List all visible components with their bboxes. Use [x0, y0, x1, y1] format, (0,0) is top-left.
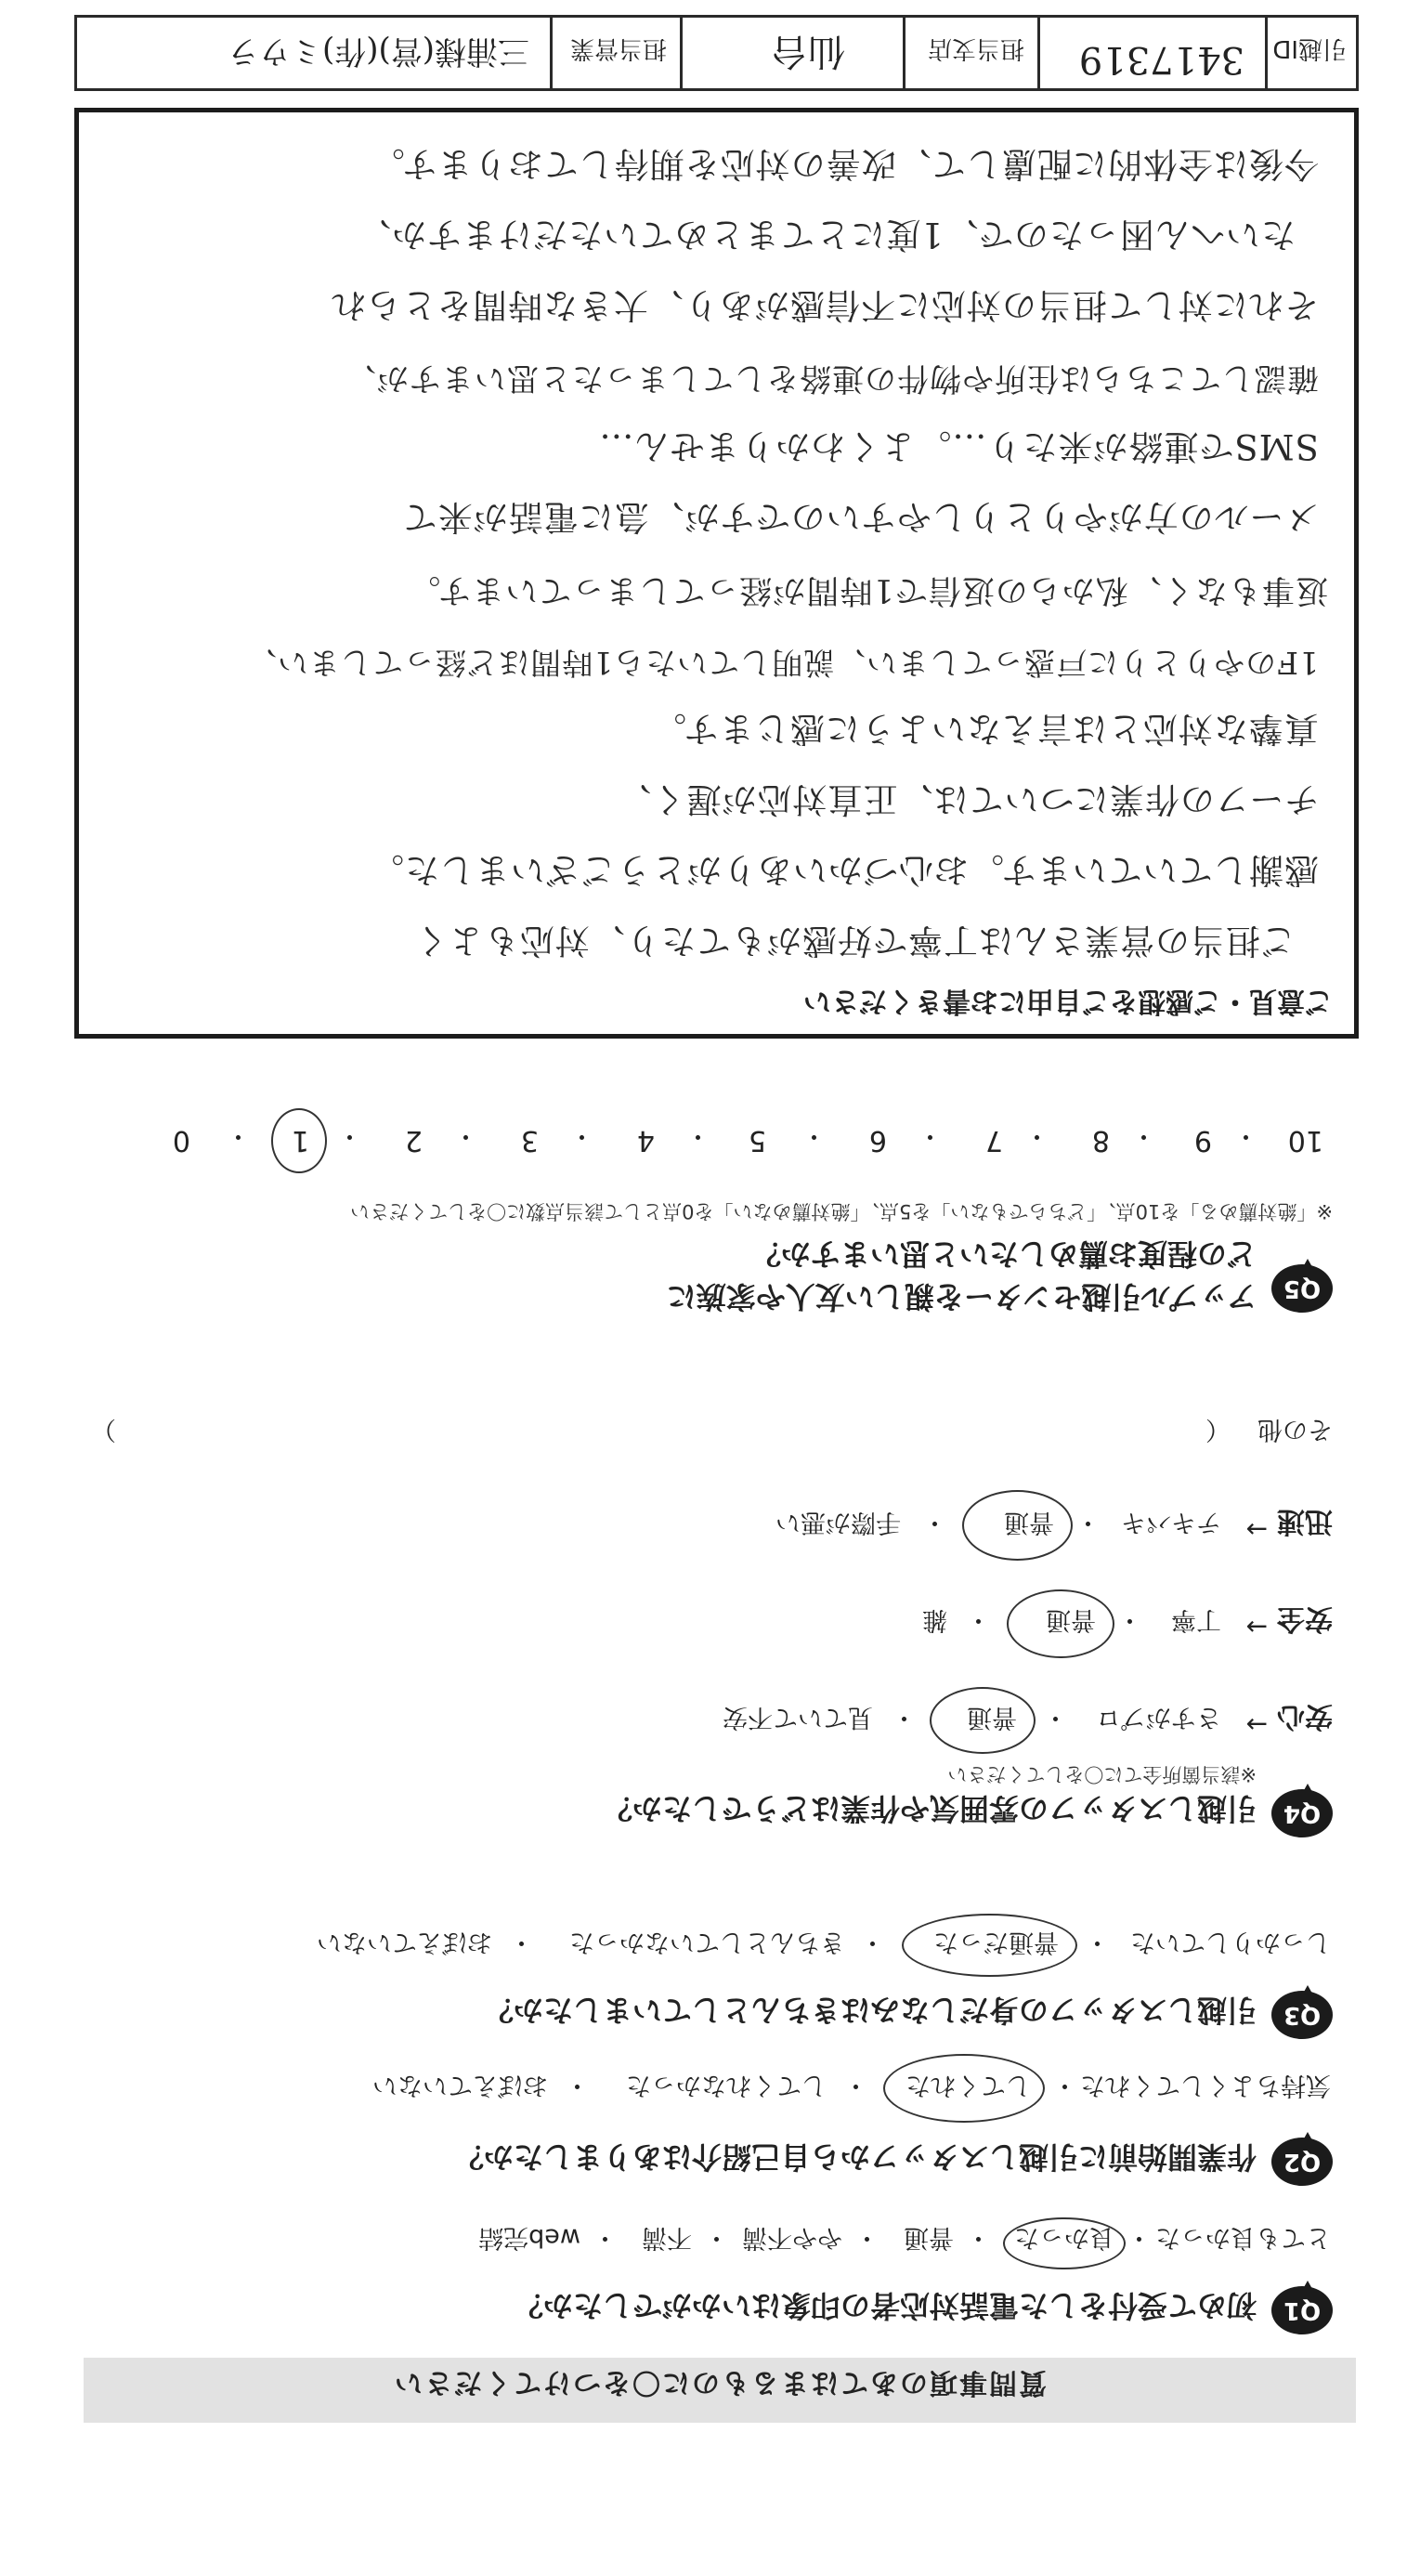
comment-line: 確認してこちらは住所や物件の連絡をしてしまったと思いますが、 — [344, 360, 1319, 397]
q4-other-open: （ — [1205, 1415, 1231, 1444]
q3-badge — [1271, 1991, 1333, 2039]
q4-other-field[interactable] — [130, 1415, 1198, 1443]
q1-option-4[interactable]: やや不満 — [742, 2223, 842, 2252]
comment-line: SMSで連絡が来たり…。よくわかりません… — [598, 426, 1319, 466]
q5-score-6[interactable]: 6 — [868, 1124, 887, 1157]
comment-line: ご担当の営業さんは丁寧で好感がもてたり、対応もよく — [413, 921, 1296, 961]
q5-score-3[interactable]: 3 — [520, 1124, 539, 1157]
q4-row3-option-3[interactable]: 手際が悪い — [775, 1508, 901, 1536]
q4-row1-option-2[interactable]: 普通 — [967, 1703, 1017, 1732]
q1-option-6[interactable]: web完結 — [478, 2223, 580, 2252]
q3-question: 引越しスタッフの身だしなみはきちんとしていましたか？ — [483, 1993, 1257, 2028]
arrow-right-icon: → — [1245, 1612, 1268, 1642]
q4-row3-option-1[interactable]: テキパキ — [1121, 1508, 1221, 1536]
q3-option-4[interactable]: おぼえていない — [317, 1928, 492, 1956]
q2-option-2[interactable]: してくれた — [905, 2071, 1031, 2099]
q4-row2-selected-circle — [1007, 1589, 1114, 1658]
q2-question: 作業開始前に引越しスタッフから自己紹介はありましたか？ — [453, 2139, 1257, 2175]
comment-title: ご意見・ご感想をご自由にお書きください — [803, 985, 1333, 1017]
comment-line: それに対して担当の対応に不信感があり、大きな時間をとられ — [331, 285, 1319, 325]
q1-badge — [1271, 2286, 1333, 2334]
q5-score-2[interactable]: 2 — [404, 1124, 423, 1157]
q5-score-4[interactable]: 4 — [636, 1124, 655, 1157]
q5-score-9[interactable]: 9 — [1193, 1124, 1212, 1157]
q5-score-7[interactable]: 7 — [984, 1124, 1003, 1157]
q4-row1-option-1[interactable]: さすがプロ — [1096, 1703, 1221, 1732]
q2-option-4[interactable]: おぼえていない — [372, 2071, 548, 2099]
q5-score-8[interactable]: 8 — [1091, 1124, 1110, 1157]
q4-number: Q4 — [1283, 1799, 1322, 1827]
q5-score-0[interactable]: 0 — [172, 1124, 190, 1157]
arrow-right-icon: → — [1245, 1709, 1268, 1740]
q1-option-5[interactable]: 不満 — [642, 2223, 692, 2252]
q4-question: 引越しスタッフの雰囲気や作業はどうでしたか？ — [602, 1791, 1257, 1826]
q1-option-2[interactable]: 良かった — [1014, 2223, 1114, 2252]
comment-line: 1Fのやりとりに戸惑ってしまい、説明していたら1時間ほど経ってしまい、 — [245, 645, 1319, 681]
q5-score-10[interactable]: 10 — [1287, 1124, 1323, 1157]
q4-row1-option-3[interactable]: 見ていて不安 — [723, 1703, 873, 1732]
comment-line: 感謝していています。お心づかいありがとうございました。 — [368, 850, 1319, 890]
q2-option-3[interactable]: してくれなかった — [626, 2071, 827, 2099]
q4-row3-head: 迅速 — [1277, 1505, 1333, 1537]
branch-value: 仙台 — [771, 30, 845, 72]
q5-number: Q5 — [1283, 1275, 1322, 1302]
comment-line: 真摯な対応とは言えないように感じます。 — [650, 709, 1319, 749]
comment-line: 返事もなく、私からの返信で1時間が経ってしまっています。 — [407, 571, 1328, 608]
q4-row1-selected-circle — [930, 1687, 1036, 1754]
q5-note: ※「絶対薦める」を10点、「どちらでもない」を5点、「絶対薦めない」を0点として該当点数に〇をしてください — [350, 1200, 1333, 1223]
q4-row3-selected-circle — [962, 1490, 1073, 1561]
branch-label: 担当支店 — [927, 34, 1024, 62]
q4-other-close: ） — [91, 1415, 116, 1444]
q5-score-1[interactable]: 1 — [291, 1124, 309, 1157]
q4-row2-option-2[interactable]: 普通 — [1046, 1605, 1096, 1634]
q3-number: Q3 — [1283, 2001, 1322, 2029]
q4-note: ※該当箇所全てに〇をしてください — [947, 1763, 1257, 1785]
comment-line: 今後は全体的に配慮して、改善の対応を期待しております。 — [369, 144, 1319, 184]
q5-score-5[interactable]: 5 — [748, 1124, 766, 1157]
comment-line: チーフの作業については、正直対応が遅く、 — [616, 779, 1319, 819]
q2-selected-circle — [883, 2054, 1045, 2123]
q1-number: Q1 — [1283, 2296, 1322, 2324]
q5-badge — [1271, 1264, 1333, 1313]
q4-row2-head: 安全 — [1277, 1602, 1333, 1635]
q4-row2-option-1[interactable]: 丁寧 — [1171, 1605, 1221, 1634]
q3-option-1[interactable]: しっかりしていた — [1130, 1928, 1331, 1956]
q2-badge — [1271, 2138, 1333, 2186]
q4-badge — [1271, 1789, 1333, 1837]
arrow-right-icon: → — [1245, 1514, 1268, 1545]
q5-question-line1: アップル引越センターを親しい友人や家族に — [666, 1279, 1257, 1314]
q1-option-1[interactable]: とても良かった — [1155, 2223, 1331, 2252]
q4-row2-option-3[interactable]: 雑 — [922, 1605, 947, 1634]
q3-option-3[interactable]: きちんとしていなかった — [569, 1928, 845, 1956]
q2-option-1[interactable]: 気持ちよくしてくれた — [1080, 2071, 1331, 2099]
comment-line: たいへん困ったので、1度にとてまとめていただけますか、 — [356, 215, 1296, 255]
q4-row1-head: 安心 — [1277, 1700, 1333, 1733]
q2-number: Q2 — [1283, 2148, 1322, 2176]
id-label: 引越ID — [1272, 34, 1347, 62]
staff-label: 担当営業 — [569, 34, 667, 62]
section-header — [84, 2358, 1356, 2423]
q1-selected-circle — [1003, 2217, 1126, 2269]
id-value: 3417319 — [1078, 38, 1244, 81]
section-header-text: 質問事項のあてはまるものに〇をつけてください — [393, 2366, 1047, 2399]
q4-row3-option-2[interactable]: 普通 — [1004, 1508, 1054, 1536]
q3-option-2[interactable]: 普通だった — [933, 1928, 1059, 1956]
q1-option-3[interactable]: 普通 — [904, 2223, 954, 2252]
q4-other-label: その他 — [1257, 1415, 1333, 1444]
q1-question: 初めて受付をした電話対応者の印象はいかがでしたか？ — [513, 2288, 1257, 2323]
comment-line: メールの方がやりとりしやすいのですが、急に電話が来て — [401, 497, 1319, 537]
survey-sheet: 質問事項のあてはまるものに〇をつけてください Q1 初めて受付をした電話対応者の印象はいかがでしたか？ とても良かった ・ 良かった ・ 普通 ・ やや不満 ・ 不満 ・ web完結 Q2 作業開始前に引越しスタッフから自己紹介はありましたか？ 気持ちよくしてくれた ・ してくれた ・ してくれなかった ・ おぼえていない Q3 引越しスタッフの身だしなみはきちんとしていましたか？ しっかりしていた ・ 普通だった ・ きちんとしていなかった ・ おぼえていない Q4 引越しスタッフの雰囲気や作業はどうでしたか？ ※該当箇所全てに〇をしてください 安心 → さすがプロ ・ 普通 ・ 見ていて不安 安全 → 丁寧 ・ 普通 ・ 雑 迅速 → テキパキ ・ 普通 ・ 手際が悪い その他 （ ） Q5 アップル引越センターを親しい友人や家族に どの程度お薦めしたいと思いますか？ ※「絶対薦める」を10点、「どちらでもない」を5点、「絶対薦めない」を0点として該当点数に〇をしてください 10 ・ 9 ・ 8 ・ 7 ・ 6 ・ 5 ・ 4 ・ 3 ・ 2 ・ 1 ・ 0 ご意見・ご感想をご自由にお書きください ご担当の営業さんは丁寧で好感がもてたり、対応もよく 感謝していています。お心づかいありがとうございました。 チーフの作業については、正直対応が遅く、 真摯な対応とは言えないように感じます。 1Fのやりとりに戸惑ってしまい、説明していたら1時間ほど経ってしまい、 返事もなく、私からの返信で1時間が経ってしまっています。 メールの方がやりとりしやすいのですが、急に電話が来て SMSで連絡が来たり…。よくわかりません… 確認してこちらは住所や物件の連絡をしてしまったと思いますが、 それに対して担当の対応に不信感があり、大きな時間をとられ たいへん困ったので、1度にとてまとめていただけますか、 今後は全体的に配慮して、改善の対応を期待しております。 引越ID 3417319 担当支店 仙台 担当営業 三浦様(営)(作)ミウラ — [0, 0, 1407, 2576]
q3-selected-circle — [902, 1914, 1077, 1977]
staff-value: 三浦様(営)(作)ミウラ — [227, 33, 529, 70]
q5-question-line2: どの程度お薦めしたいと思いますか？ — [750, 1236, 1257, 1272]
q5-selected-circle — [271, 1108, 327, 1173]
